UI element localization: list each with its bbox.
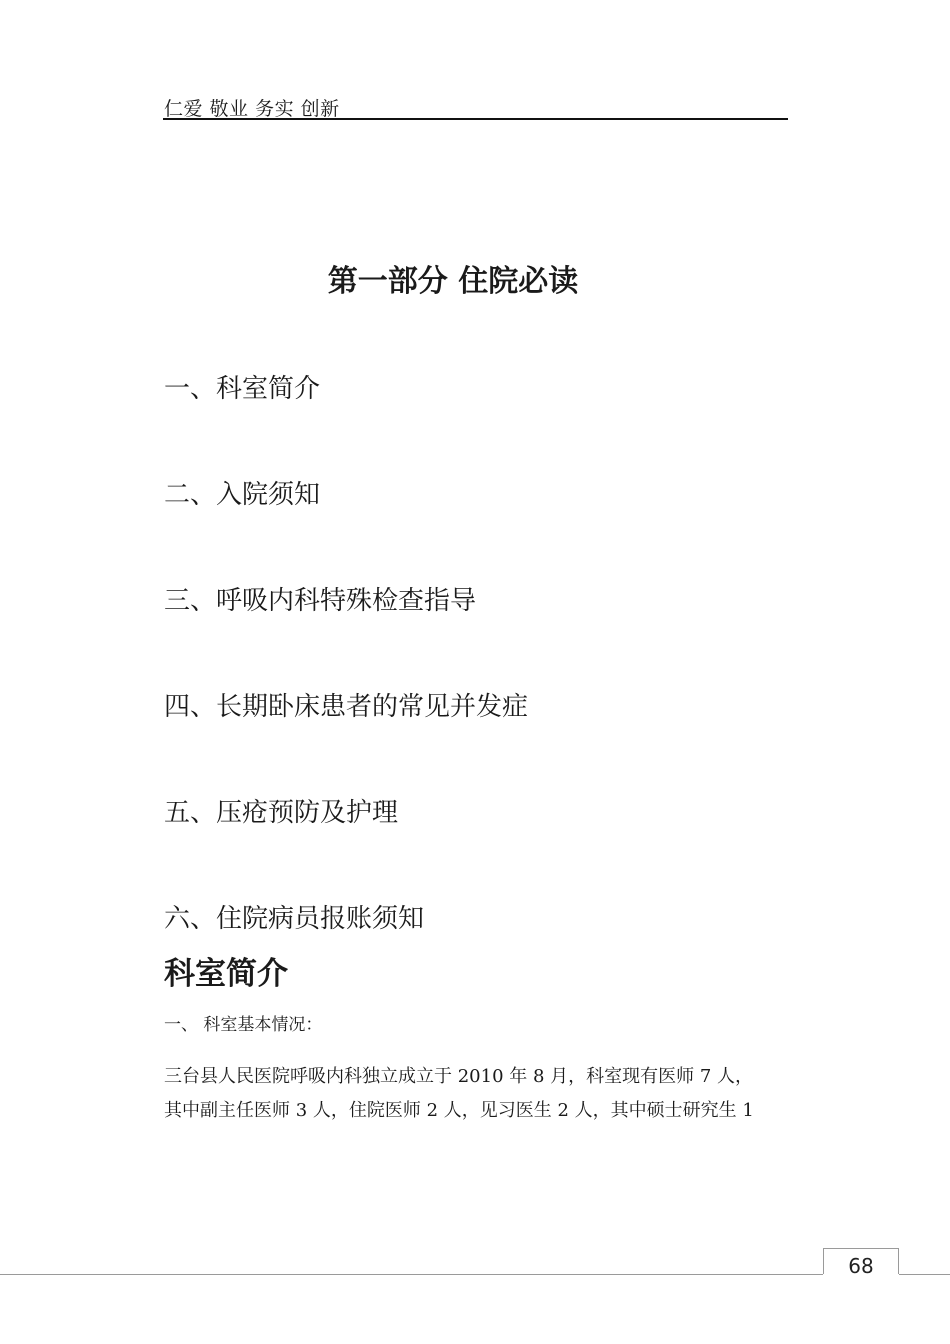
toc-item-1: 一、科室简介 xyxy=(164,374,321,404)
page-number: 68 xyxy=(848,1254,874,1278)
section-subheading: 一、 科室基本情况： xyxy=(164,1015,323,1035)
header-motto: 仁爱 敬业 务实 创新 xyxy=(164,98,340,120)
footer-rule-right xyxy=(899,1274,950,1275)
body-line-1: 三台县人民医院呼吸内科独立成立于 2010 年 8 月，科室现有医师 7 人， xyxy=(164,1066,754,1087)
body-line-2: 其中副主任医师 3 人，住院医师 2 人，见习医生 2 人，其中硕士研究生 1 xyxy=(164,1100,754,1121)
toc-item-6: 六、住院病员报账须知 xyxy=(164,904,425,934)
toc-item-2: 二、入院须知 xyxy=(164,480,321,510)
part-title: 第一部分 住院必读 xyxy=(327,264,579,299)
toc-item-4: 四、长期卧床患者的常见并发症 xyxy=(164,692,529,722)
header-rule xyxy=(163,118,788,120)
toc-item-3: 三、呼吸内科特殊检查指导 xyxy=(164,586,477,616)
toc-item-5: 五、压疮预防及护理 xyxy=(164,798,399,828)
section-heading: 科室简介 xyxy=(164,956,288,992)
footer-rule-left xyxy=(0,1274,823,1275)
